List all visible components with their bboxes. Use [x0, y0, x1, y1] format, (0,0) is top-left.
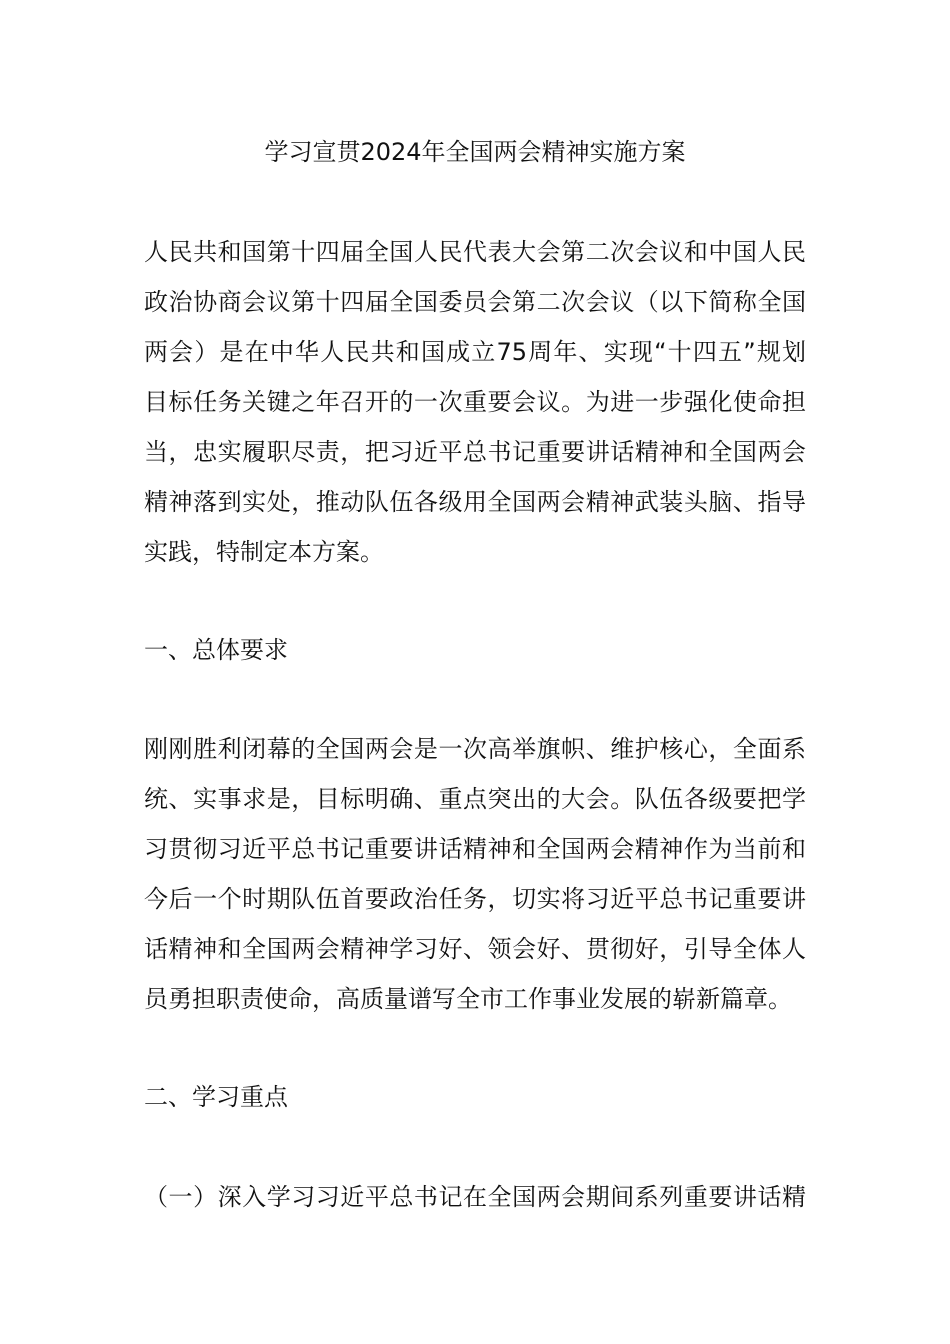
intro-paragraph — [144, 227, 806, 577]
section1-line: 统、实事求是，目标明确、重点突出的大会。队伍各级要把学 — [144, 785, 806, 813]
section1-line: 习贯彻习近平总书记重要讲话精神和全国两会精神作为当前和 — [144, 835, 806, 863]
subsection-line: （一）深入学习习近平总书记在全国两会期间系列重要讲话精 — [144, 1183, 806, 1211]
section1-paragraph — [144, 724, 806, 1024]
intro-line: 政治协商会议第十四届全国委员会第二次会议（以下简称全国 — [144, 288, 806, 316]
section-heading-overall-requirements: 一、总体要求 — [144, 636, 288, 664]
section1-line: 话精神和全国两会精神学习好、领会好、贯彻好，引导全体人 — [144, 935, 806, 963]
document-title: 学习宣贯2024年全国两会精神实施方案 — [264, 138, 686, 166]
section1-line: 员勇担职责使命，高质量谱写全市工作事业发展的崭新篇章。 — [144, 985, 792, 1013]
section1-line: 刚刚胜利闭幕的全国两会是一次高举旗帜、维护核心，全面系 — [144, 735, 806, 763]
intro-line: 精神落到实处，推动队伍各级用全国两会精神武装头脑、指导 — [144, 488, 806, 516]
intro-line: 人民共和国第十四届全国人民代表大会第二次会议和中国人民 — [144, 238, 806, 266]
section1-line: 今后一个时期队伍首要政治任务，切实将习近平总书记重要讲 — [144, 885, 806, 913]
intro-line: 目标任务关键之年召开的一次重要会议。为进一步强化使命担 — [144, 388, 806, 416]
intro-line: 两会）是在中华人民共和国成立75周年、实现“十四五”规划 — [144, 338, 806, 366]
subsection-paragraph — [144, 1172, 806, 1222]
section-heading-study-focus: 二、学习重点 — [144, 1083, 288, 1111]
intro-line: 实践，特制定本方案。 — [144, 538, 384, 566]
intro-line: 当，忠实履职尽责，把习近平总书记重要讲话精神和全国两会 — [144, 438, 806, 466]
